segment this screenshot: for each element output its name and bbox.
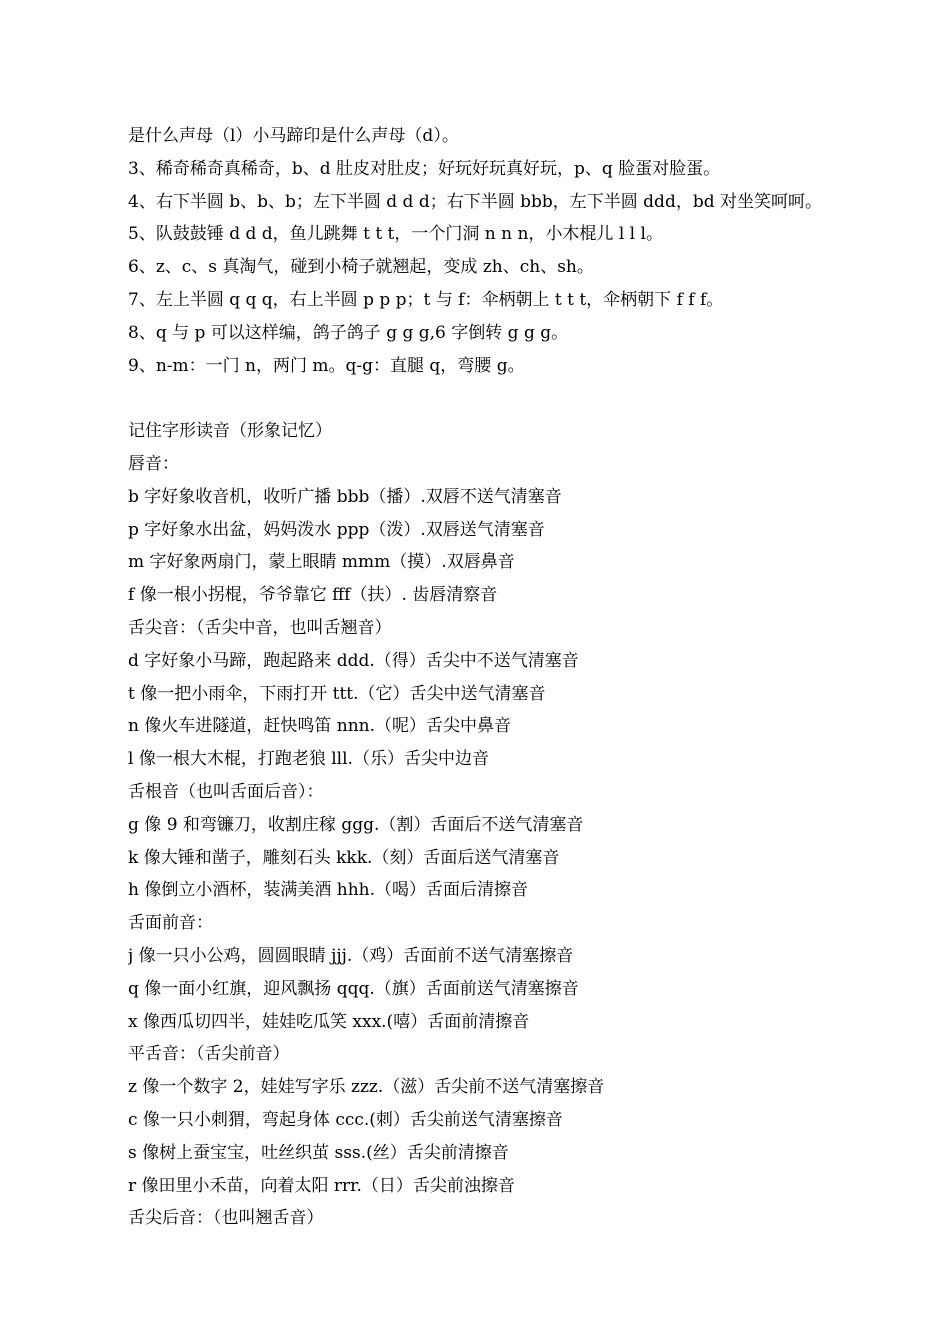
paragraph-gap (128, 382, 908, 415)
section-heading-labial: 唇音： (128, 453, 179, 474)
phoneme-line-p: p 字好象水出盆，妈妈泼水 ppp（泼）.双唇送气清塞音 (128, 519, 545, 540)
phoneme-line-q: q 像一面小红旗，迎风飘扬 qqq.（旗）舌面前送气清塞擦音 (128, 978, 579, 999)
mnemonic-item-9: 9、n-m：一门 n，两门 m。q-g：直腿 q，弯腰 g。 (128, 355, 525, 376)
phoneme-line-s: s 像树上蚕宝宝，吐丝织茧 sss.(丝）舌尖前清擦音 (128, 1142, 509, 1163)
phoneme-line-j: j 像一只小公鸡，圆圆眼睛 jjj.（鸡）舌面前不送气清塞擦音 (128, 945, 574, 966)
section-heading-apical: 舌尖音：（舌尖中音，也叫舌翘音） (128, 617, 392, 638)
mnemonic-item-7: 7、左上半圆 q q q，右上半圆 p p p；t 与 f：伞柄朝上 t t t，伞柄朝下 f f f。 (128, 289, 724, 310)
phoneme-line-x: x 像西瓜切四半，娃娃吃瓜笑 xxx.(嘻）舌面前清擦音 (128, 1011, 530, 1032)
section-heading-velar: 舌根音（也叫舌面后音）： (128, 781, 324, 802)
section-heading-retroflex: 舌尖后音：（也叫翘舌音） (128, 1208, 324, 1229)
mnemonic-item-8: 8、q 与 p 可以这样编，鸽子鸽子 g g g,6 字倒转 g g g。 (128, 322, 569, 343)
phoneme-line-d: d 字好象小马蹄，跑起路来 ddd.（得）舌尖中不送气清塞音 (128, 650, 579, 671)
phoneme-line-f: f 像一根小拐棍，爷爷靠它 fff（扶）. 齿唇清察音 (128, 585, 498, 606)
phoneme-line-n: n 像火车进隧道，赶快鸣笛 nnn.（呢）舌尖中鼻音 (128, 716, 512, 737)
phoneme-line-z: z 像一个数字 2，娃娃写字乐 zzz.（滋）舌尖前不送气清塞擦音 (128, 1077, 605, 1098)
phoneme-line-m: m 字好象两扇门，蒙上眼睛 mmm（摸）.双唇鼻音 (128, 552, 515, 573)
phoneme-line-b: b 字好象收音机，收听广播 bbb（播）.双唇不送气清塞音 (128, 486, 562, 507)
mnemonic-item-3: 3、稀奇稀奇真稀奇，b、d 肚皮对肚皮；好玩好玩真好玩，p、q 脸蛋对脸蛋。 (128, 158, 721, 179)
mnemonic-item-5: 5、队鼓鼓锤 d d d，鱼儿跳舞 t t t，一个门洞 n n n，小木棍儿 l l l。 (128, 224, 663, 245)
phoneme-line-c: c 像一只小刺猬，弯起身体 ccc.(刺）舌尖前送气清塞擦音 (128, 1109, 563, 1130)
document-body (128, 120, 908, 1235)
mnemonic-item-6: 6、z、c、s 真淘气，碰到小椅子就翘起，变成 zh、ch、sh。 (128, 257, 594, 278)
intro-line: 是什么声母（l）小马蹄印是什么声母（d）。 (128, 126, 459, 146)
section-heading-palatal: 舌面前音： (128, 913, 213, 934)
mnemonic-item-4: 4、右下半圆 b、b、b；左下半圆 d d d；右下半圆 bbb，左下半圆 ddd，bd 对坐笑呵呵。 (128, 191, 822, 212)
phoneme-line-k: k 像大锤和凿子，雕刻石头 kkk.（刻）舌面后送气清塞音 (128, 847, 560, 868)
section-title: 记住字形读音（形象记忆） (128, 421, 332, 442)
phoneme-line-t: t 像一把小雨伞，下雨打开 ttt.（它）舌尖中送气清塞音 (128, 683, 546, 704)
phoneme-line-r: r 像田里小禾苗，向着太阳 rrr.（日）舌尖前浊擦音 (128, 1175, 515, 1196)
phoneme-line-l: l 像一根大木棍，打跑老狼 lll.（乐）舌尖中边音 (128, 749, 489, 770)
phoneme-line-h: h 像倒立小酒杯，装满美酒 hhh.（喝）舌面后清擦音 (128, 880, 529, 901)
phoneme-line-g: g 像 9 和弯镰刀，收割庄稼 ggg.（割）舌面后不送气清塞音 (128, 814, 584, 835)
section-heading-flat-tongue: 平舌音：（舌尖前音） (128, 1044, 290, 1065)
